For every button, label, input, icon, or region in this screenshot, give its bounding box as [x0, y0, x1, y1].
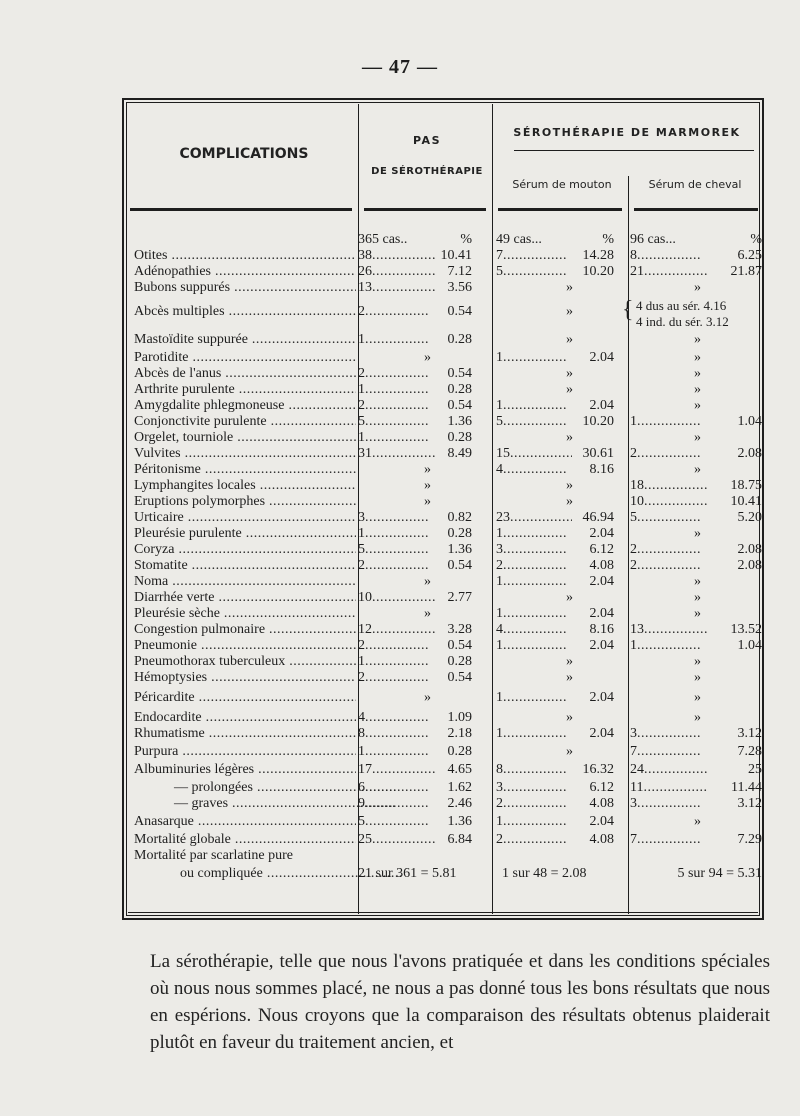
table-row [134, 280, 762, 296]
row-label: Pneumonie ..... [134, 638, 356, 654]
table-row [134, 814, 762, 830]
cell-c-pct: 21.87 [730, 264, 762, 279]
cell-a: 10 ..... [358, 590, 450, 606]
cell-a: 8 ..... [358, 726, 450, 742]
cell-a: 5 ..... [358, 542, 450, 558]
cell-a: 3 ..... [358, 510, 450, 526]
cell-b-pct: 4.08 [589, 832, 614, 847]
row-label: Arthrite purulente ..... [134, 382, 356, 398]
cell-b-pct: 16.32 [582, 762, 614, 777]
row-label: Mastoïdite suppurée ..... [134, 332, 356, 348]
cell-c: 8 ..... [630, 248, 710, 264]
cell-b: » [566, 744, 573, 759]
table-row [134, 526, 762, 542]
table-row [134, 414, 762, 430]
table-row [134, 558, 762, 574]
cell-b-pct: 2.04 [589, 350, 614, 365]
cell-b: 7 ..... [496, 248, 572, 264]
cell-c: 5 ..... [630, 510, 710, 526]
total-c-pct: % [750, 232, 762, 247]
row-label: Endocardite ..... [134, 710, 356, 726]
mortality-b: 1 sur 48 = 2.08 [502, 866, 587, 881]
cell-b-pct: 10.20 [582, 414, 614, 429]
row-label: Péritonisme ..... [134, 462, 356, 478]
page-number: — 47 — [362, 56, 438, 78]
row-label: Pneumothorax tuberculeux ..... [134, 654, 356, 670]
row-label: Congestion pulmonaire ..... [134, 622, 356, 638]
cell-a-pct: 0.54 [447, 398, 472, 413]
cell-a-pct: 4.65 [447, 762, 472, 777]
cell-a: 1 ..... [358, 654, 450, 670]
cell-c: 11 ..... [630, 780, 710, 796]
cell-b: 1 ..... [496, 398, 572, 414]
header-serum-mouton: Sérum de mouton [512, 178, 612, 191]
cell-c: » [694, 398, 701, 413]
cell-c-pct: 18.75 [730, 478, 762, 493]
cell-a-pct: 2.46 [447, 796, 472, 811]
cell-a: » [424, 494, 431, 509]
cell-b: 3 ..... [496, 542, 572, 558]
mortality-row-line1 [134, 848, 762, 864]
table-row [134, 654, 762, 670]
row-label: Mortalité par scarlatine pure [134, 848, 293, 863]
cell-a-pct: 6.84 [447, 832, 472, 847]
cell-b-pct: 6.12 [589, 542, 614, 557]
cell-b: 8 ..... [496, 762, 572, 778]
cell-b: 2 ..... [496, 796, 572, 812]
mortality-row-line2 [134, 866, 762, 882]
cell-b-pct: 4.08 [589, 558, 614, 573]
cell-a-pct: 0.54 [447, 304, 472, 319]
cell-a: 1 ..... [358, 382, 450, 398]
cell-a: 2 ..... [358, 670, 450, 686]
table-row [134, 726, 762, 742]
cell-c: » [694, 654, 701, 669]
row-label: Coryza ..... [134, 542, 356, 558]
cell-b: 1 ..... [496, 814, 572, 830]
cell-b: 4 ..... [496, 622, 572, 638]
table-row [134, 622, 762, 638]
cell-c: » [694, 814, 701, 829]
cell-b-pct: 14.28 [582, 248, 614, 263]
table-row [134, 574, 762, 590]
cell-a: 31 ..... [358, 446, 450, 462]
row-label: Orgelet, tourniole ..... [134, 430, 356, 446]
cell-b: » [566, 332, 573, 347]
cell-b: » [566, 304, 573, 319]
cell-b: » [566, 478, 573, 493]
header-rule-2 [364, 208, 486, 211]
cell-a-pct: 0.54 [447, 366, 472, 381]
cell-a: » [424, 462, 431, 477]
row-label: Diarrhée verte ..... [134, 590, 356, 606]
table-row [134, 264, 762, 280]
table-row [134, 832, 762, 848]
cell-b: » [566, 494, 573, 509]
paragraph-text: La sérothérapie, telle que nous l'avons pratiquée et dans les conditions spéciales où nous nous sommes placé, ne nous a pas donné tous les bons résultats que nous en espérions. Nous croyons que la comparaison des résultats obtenus plaiderait plutôt en faveur du traitement ancien, et [150, 951, 770, 1053]
header-de-serotherapie: DE SÉROTHÉRAPIE [371, 166, 483, 177]
table-row [134, 248, 762, 264]
table-row [134, 462, 762, 478]
table-row [134, 446, 762, 462]
cell-b: 1 ..... [496, 638, 572, 654]
table-row [134, 478, 762, 494]
totals-row [134, 232, 762, 248]
row-label: Bubons suppurés ..... [134, 280, 356, 296]
cell-c: » [694, 574, 701, 589]
cell-a-pct: 1.09 [447, 710, 472, 725]
cell-c: » [694, 382, 701, 397]
cell-c: » [694, 690, 701, 705]
cell-b: 1 ..... [496, 726, 572, 742]
cell-c-pct: 2.08 [737, 446, 762, 461]
cell-b: » [566, 590, 573, 605]
cell-b: » [566, 280, 573, 295]
cell-b: 3 ..... [496, 780, 572, 796]
table-row [134, 382, 762, 398]
header-rule-1 [130, 208, 352, 211]
row-label: Pleurésie purulente ..... [134, 526, 356, 542]
cell-c: » [694, 332, 701, 347]
header-rule-3 [498, 208, 622, 211]
cell-b: 5 ..... [496, 414, 572, 430]
cell-a: » [424, 350, 431, 365]
cell-a: 4 ..... [358, 710, 450, 726]
row-label: Abcès de l'anus ..... [134, 366, 356, 382]
cell-c: 1 ..... [630, 414, 710, 430]
cell-b: 2 ..... [496, 558, 572, 574]
cell-a-pct: 7.12 [447, 264, 472, 279]
cell-b-pct: 8.16 [589, 462, 614, 477]
cell-b: 1 ..... [496, 606, 572, 622]
abces-cheval-line2 [636, 314, 766, 330]
total-b-count: 49 cas... [496, 232, 542, 247]
cell-b: 2 ..... [496, 832, 572, 848]
table-row [134, 510, 762, 526]
cell-c: 2 ..... [630, 558, 710, 574]
cell-a-pct: 3.56 [447, 280, 472, 295]
cell-c: 7 ..... [630, 744, 710, 760]
cell-a-pct: 2.77 [447, 590, 472, 605]
cell-a: 1 ..... [358, 332, 450, 348]
cell-a-pct: 8.49 [447, 446, 472, 461]
cell-a-pct: 0.54 [447, 638, 472, 653]
total-b-pct: % [602, 232, 614, 247]
table-row [134, 780, 762, 796]
cell-b-pct: 2.04 [589, 606, 614, 621]
cell-a: 1 ..... [358, 430, 450, 446]
cell-b: 15 ..... [496, 446, 572, 462]
row-label: Rhumatisme ..... [134, 726, 356, 742]
table-row [134, 590, 762, 606]
table-row [134, 606, 762, 622]
table-row [134, 332, 762, 348]
row-label: Noma ..... [134, 574, 356, 590]
cell-a-pct: 1.36 [447, 814, 472, 829]
row-label: Eruptions polymorphes ..... [134, 494, 356, 510]
cell-b: » [566, 654, 573, 669]
cell-a: 26 ..... [358, 264, 450, 280]
cell-b-pct: 10.20 [582, 264, 614, 279]
cell-a: 2 ..... [358, 638, 450, 654]
cell-b-pct: 2.04 [589, 574, 614, 589]
cell-c: 2 ..... [630, 542, 710, 558]
table-row [134, 690, 762, 706]
mortality-a: 21 sur 361 = 5.81 [358, 866, 457, 881]
cell-a: 38 ..... [358, 248, 450, 264]
cell-b-pct: 6.12 [589, 780, 614, 795]
cell-c: 1 ..... [630, 638, 710, 654]
table-row [134, 398, 762, 414]
row-label: Péricardite ..... [134, 690, 356, 706]
cell-c-pct: 13.52 [730, 622, 762, 637]
row-label: Urticaire ..... [134, 510, 356, 526]
row-label: Lymphangites locales ..... [134, 478, 356, 494]
cell-c: » [694, 430, 701, 445]
cell-b: » [566, 382, 573, 397]
cell-a: 5 ..... [358, 414, 450, 430]
cell-a: 5 ..... [358, 814, 450, 830]
cell-c: » [694, 350, 701, 365]
cell-c: » [694, 462, 701, 477]
table-row [134, 796, 762, 812]
cell-c: 13 ..... [630, 622, 710, 638]
cell-c: » [694, 606, 701, 621]
row-label: Hémoptysies ..... [134, 670, 356, 686]
cell-b-pct: 46.94 [582, 510, 614, 525]
cell-a-pct: 0.54 [447, 558, 472, 573]
cell-b: 4 ..... [496, 462, 572, 478]
table-row [134, 670, 762, 686]
cell-b: 1 ..... [496, 526, 572, 542]
header-serum-cheval: Sérum de cheval [648, 178, 742, 191]
cell-a: 13 ..... [358, 280, 450, 296]
cell-a-pct: 3.28 [447, 622, 472, 637]
cell-c-pct: 1.04 [737, 414, 762, 429]
cell-b-pct: 8.16 [589, 622, 614, 637]
row-label: Conjonctivite purulente ..... [134, 414, 356, 430]
mortality-c: 5 sur 94 = 5.31 [677, 866, 762, 881]
row-label: Anasarque ..... [134, 814, 356, 830]
cell-b: 1 ..... [496, 690, 572, 706]
cell-c: 2 ..... [630, 446, 710, 462]
cell-a: » [424, 574, 431, 589]
cell-b-pct: 2.04 [589, 726, 614, 741]
cell-a-pct: 0.28 [447, 332, 472, 347]
cell-a-pct: 1.36 [447, 414, 472, 429]
cell-c-pct: 25 [748, 762, 762, 777]
table-row [134, 638, 762, 654]
table-row [134, 350, 762, 366]
row-label: — graves ..... [134, 796, 396, 812]
cell-a: 6 ..... [358, 780, 450, 796]
cell-a-pct: 0.54 [447, 670, 472, 685]
cell-a-pct: 1.62 [447, 780, 472, 795]
cell-a-pct: 10.41 [440, 248, 472, 263]
row-label: Parotidite ..... [134, 350, 356, 366]
header-complications: COMPLICATIONS [179, 146, 309, 162]
cell-c-pct: 3.12 [737, 726, 762, 741]
brace-symbol: { [622, 297, 634, 323]
cell-b: » [566, 710, 573, 725]
cell-b: » [566, 366, 573, 381]
row-label: ou compliquée ..... [134, 866, 402, 882]
cell-c-pct: 7.29 [737, 832, 762, 847]
cell-a-pct: 0.28 [447, 382, 472, 397]
table-row [134, 762, 762, 778]
cell-a-pct: 2.18 [447, 726, 472, 741]
cell-a-pct: 0.28 [447, 744, 472, 759]
cell-b: 1 ..... [496, 350, 572, 366]
cell-a: 2 ..... [358, 558, 450, 574]
cell-c-pct: 7.28 [737, 744, 762, 759]
cell-c: » [694, 280, 701, 295]
table-row [134, 542, 762, 558]
table-row [134, 710, 762, 726]
row-label: Amygdalite phlegmoneuse ..... [134, 398, 356, 414]
table-row [134, 744, 762, 760]
cell-c: » [694, 366, 701, 381]
cell-a-pct: 0.28 [447, 526, 472, 541]
cell-a-pct: 0.82 [447, 510, 472, 525]
cell-c: » [694, 710, 701, 725]
cell-a: » [424, 690, 431, 705]
table-row [134, 430, 762, 446]
cell-c-pct: 3.12 [737, 796, 762, 811]
cell-a: 25 ..... [358, 832, 450, 848]
cell-c-pct: 6.25 [737, 248, 762, 263]
header-pas: PAS [413, 134, 441, 147]
cell-c-pct: 4 ind. du sér. 3.12 [636, 314, 729, 329]
cell-c-pct: 2.08 [737, 542, 762, 557]
cell-a-pct: 0.28 [447, 654, 472, 669]
row-label: Vulvites ..... [134, 446, 356, 462]
cell-a: 17 ..... [358, 762, 450, 778]
cell-b: 5 ..... [496, 264, 572, 280]
cell-c: 18 ..... [630, 478, 710, 494]
total-a-count: 365 cas.. [358, 232, 408, 247]
cell-b-pct: 2.04 [589, 398, 614, 413]
cell-a: 2 ..... [358, 398, 450, 414]
row-label: — prolongées ..... [134, 780, 396, 796]
cell-c: » [694, 590, 701, 605]
cell-c: 3 ..... [630, 726, 710, 742]
cell-b-pct: 2.04 [589, 526, 614, 541]
total-c-count: 96 cas... [630, 232, 676, 247]
cell-c: 7 ..... [630, 832, 710, 848]
cell-a: 1 ..... [358, 744, 450, 760]
row-label: Pleurésie sèche ..... [134, 606, 356, 622]
cell-c: » [694, 526, 701, 541]
row-label: Abcès multiples ..... [134, 304, 356, 320]
cell-b: 23 ..... [496, 510, 572, 526]
table-row [134, 494, 762, 510]
body-paragraph [150, 948, 770, 1056]
cell-a: 12 ..... [358, 622, 450, 638]
cell-c-pct: 1.04 [737, 638, 762, 653]
cell-b-pct: 2.04 [589, 638, 614, 653]
cell-a: » [424, 478, 431, 493]
cell-c-pct: 10.41 [730, 494, 762, 509]
cell-c: 10 ..... [630, 494, 710, 510]
row-label: Albuminuries légères ..... [134, 762, 356, 778]
cell-c: 4 dus au sér. 4.16 [636, 298, 727, 313]
row-label: Stomatite ..... [134, 558, 356, 574]
row-label: Adénopathies ..... [134, 264, 356, 280]
row-label: Mortalité globale ..... [134, 832, 356, 848]
sero-underline [514, 150, 754, 151]
footer-rule [128, 912, 758, 913]
cell-a: » [424, 606, 431, 621]
cell-c: 21 ..... [630, 264, 710, 280]
cell-a-pct: 0.28 [447, 430, 472, 445]
cell-a: 1 ..... [358, 526, 450, 542]
cell-b: 1 ..... [496, 574, 572, 590]
cell-c: 24 ..... [630, 762, 710, 778]
cell-c-pct: 5.20 [737, 510, 762, 525]
cell-a: 9 ..... [358, 796, 450, 812]
cell-b: » [566, 670, 573, 685]
row-label: Otites ..... [134, 248, 356, 264]
row-label: Purpura ..... [134, 744, 356, 760]
cell-a-pct: 1.36 [447, 542, 472, 557]
cell-c-pct: 11.44 [731, 780, 762, 795]
table-row [134, 366, 762, 382]
cell-c: 3 ..... [630, 796, 710, 812]
abces-cheval-line1 [636, 298, 766, 314]
cell-c: » [694, 670, 701, 685]
cell-b-pct: 4.08 [589, 796, 614, 811]
header-sero-marmorek: SÉROTHÉRAPIE DE MARMOREK [513, 126, 741, 139]
total-a-pct: % [460, 232, 472, 247]
cell-b-pct: 2.04 [589, 814, 614, 829]
cell-a: 2 ..... [358, 304, 450, 320]
cell-a: 2 ..... [358, 366, 450, 382]
cell-c-pct: 2.08 [737, 558, 762, 573]
header-rule-4 [634, 208, 758, 211]
cell-b-pct: 2.04 [589, 690, 614, 705]
cell-b-pct: 30.61 [582, 446, 614, 461]
cell-b: » [566, 430, 573, 445]
